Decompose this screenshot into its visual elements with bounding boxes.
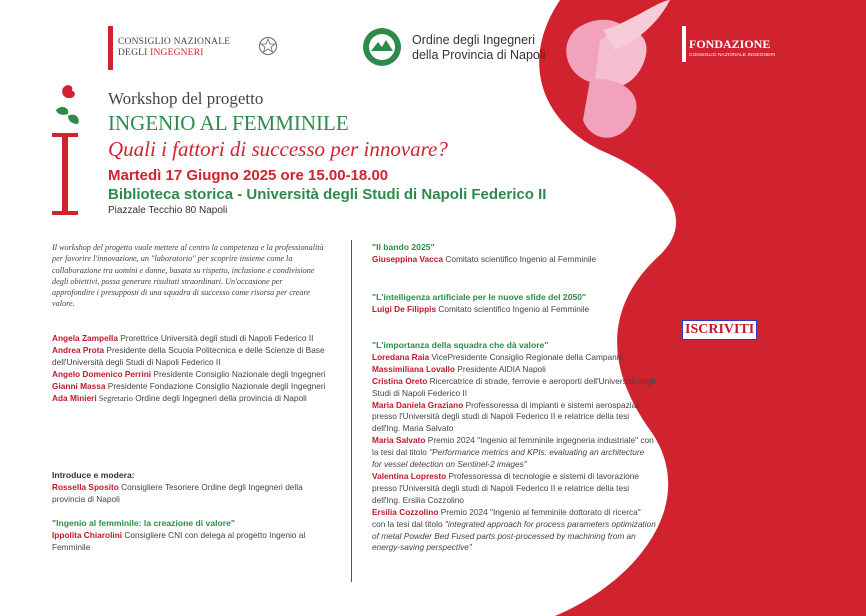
greetings-list xyxy=(52,333,334,404)
moderator-block xyxy=(52,470,334,506)
brand-i-mark xyxy=(52,133,78,215)
speaker-entry xyxy=(52,393,334,405)
fondazione-subtitle: CONSIGLIO NAZIONALE INGEGNERI xyxy=(689,53,776,58)
session-heading: "Ingenio al femminile: la creazione di valore" xyxy=(52,518,235,528)
session-4 xyxy=(372,340,656,554)
speaker-name: Maria Daniela Graziano xyxy=(372,399,464,410)
speaker-entry xyxy=(372,376,656,400)
speaker-role: Premio 2024 "Ingenio al femminile ingegneria industriale" con la tesi dal titolo xyxy=(372,435,654,458)
workshop-label: Workshop del progetto xyxy=(108,89,264,108)
speaker-name: Valentina Lopresto xyxy=(372,470,447,481)
speaker-name: Maria Salvato xyxy=(372,435,426,446)
speaker-entry xyxy=(372,352,656,364)
speaker-name: Angelo Domenico Perrini xyxy=(52,368,152,379)
speaker-entry xyxy=(52,530,334,554)
cni-logo-bar xyxy=(108,26,113,70)
speaker-entry xyxy=(52,345,334,369)
speaker-entry xyxy=(372,471,656,507)
speaker-role: Premio 2024 "Ingenio al femminile dottorato di ricerca" con la tesi dal titolo xyxy=(372,506,641,529)
speaker-entry xyxy=(372,254,656,266)
speaker-role: Professoressa di impianti e sistemi aerospaziali presso l'Università degli studi di Napoli Federico II e relatrice della tesi dell'Ing. Maria Salvato xyxy=(372,399,640,434)
moderator-heading: Introduce e modera: xyxy=(52,470,135,480)
speaker-name: Rossella Sposito xyxy=(52,481,119,492)
speaker-role: VicePresidente Consiglio Regionale della Campania xyxy=(429,351,624,362)
speaker-entry xyxy=(52,333,334,345)
ordine-name-line1: Ordine degli Ingegneri xyxy=(412,33,535,47)
speaker-name: Ippolita Chiarolini xyxy=(52,529,123,540)
fondazione-logo-bar xyxy=(682,26,686,62)
speaker-role: Consigliere Tesoriere Ordine degli Ingegneri della provincia di Napoli xyxy=(52,481,303,504)
thesis-title: "integrated approach for process parameters optimization of metal Powder Bed Fused parts post-processed by machining from an energy-saving perspective" xyxy=(372,518,656,553)
session-3 xyxy=(372,292,656,316)
intro-paragraph: Il workshop del progetto vuole mettere al centro la competenza e la professionalità per favorire l'innovazione, un "laboratorio" per scoprire insieme come la collaborazione tra uomini e donne, basata su rispetto, inclusione e condivisione degli obiettivi, possa generare risultati straordinari. Un'occasione per approfondire i presupposti di una squadra di successo come risorsa per creare valore. xyxy=(52,243,324,309)
speaker-entry xyxy=(372,400,656,436)
speaker-name: Massimiliana Lovallo xyxy=(372,363,455,374)
speaker-role-title: Segretario xyxy=(96,393,133,403)
speaker-name: Gianni Massa xyxy=(52,380,106,391)
speaker-entry xyxy=(52,482,334,506)
italian-emblem-icon xyxy=(258,36,278,56)
speaker-role: Comitato scientifico Ingenio al Femminile xyxy=(443,253,597,264)
speaker-name: Andrea Prota xyxy=(52,344,105,355)
speaker-name: Ada Minieri xyxy=(52,392,97,403)
speaker-name: Giuseppina Vacca xyxy=(372,253,444,264)
session-2 xyxy=(372,242,656,266)
speaker-role: Prorettrice Università degli studi di Napoli Federico II xyxy=(117,333,314,343)
project-title: INGENIO AL FEMMINILE xyxy=(108,111,349,135)
speaker-entry xyxy=(52,381,334,393)
session-1 xyxy=(52,518,334,554)
cni-line2-highlight: INGEGNERI xyxy=(150,48,204,58)
event-address: Piazzale Tecchio 80 Napoli xyxy=(108,205,228,216)
speaker-name: Luigi De Filippis xyxy=(372,303,437,314)
ordine-name-line2: della Provincia di Napoli xyxy=(412,48,546,62)
thesis-title: "Performance metrics and KPIs: evaluating an architecture for vessel detection on Sentinel-2 images" xyxy=(372,447,645,470)
speaker-role: Presidente Consiglio Nazionale degli Ingegneri xyxy=(151,368,326,379)
session-heading: "Il bando 2025" xyxy=(372,242,435,252)
speaker-entry xyxy=(52,369,334,381)
speaker-role: Professoressa di tecnologie e sistemi di lavorazione presso l'Università degli studi di Napoli Federico II e relatrice della tesi dell'Ing. Ersilia Cozzolino xyxy=(372,470,640,505)
speaker-entry xyxy=(372,364,656,376)
event-date: Martedì 17 Giugno 2025 ore 15.00-18.00 xyxy=(108,167,389,184)
speaker-role: Consigliere CNI con delega al progetto Ingenio al Femminile xyxy=(52,529,306,552)
column-divider xyxy=(351,240,352,582)
fondazione-title: FONDAZIONE xyxy=(689,37,771,51)
session-heading: "L'importanza della squadra che dà valore" xyxy=(372,340,549,350)
speaker-entry xyxy=(372,435,656,471)
speaker-name: Cristina Oreto xyxy=(372,375,428,386)
flower-icon xyxy=(54,84,84,132)
event-venue: Biblioteca storica - Università degli Studi di Napoli Federico II xyxy=(108,186,547,203)
speaker-role: Ordine degli Ingegneri della provincia di Napoli xyxy=(132,392,307,403)
register-button[interactable]: ISCRIVITI xyxy=(682,320,757,340)
speaker-name: Ersilia Cozzolino xyxy=(372,506,439,517)
cni-line2-prefix: DEGLI xyxy=(118,48,151,58)
ordine-ingegneri-badge-icon xyxy=(362,27,402,67)
speaker-entry xyxy=(372,507,656,555)
speaker-name: Angela Zampella xyxy=(52,333,118,343)
speaker-role: Presidente AIDIA Napoli xyxy=(455,363,546,374)
event-question: Quali i fattori di successo per innovare? xyxy=(108,137,448,161)
speaker-role: Ricercatrice di strade, ferrovie e aeroporti dell'Università degli Studi di Napoli Federico II xyxy=(372,375,656,398)
speaker-role: Comitato scientifico Ingenio al Femminile xyxy=(436,303,590,314)
speaker-role: Presidente Fondazione Consiglio Nazionale degli Ingegneri xyxy=(105,380,326,391)
cni-name-line2 xyxy=(118,48,204,58)
speaker-role: Presidente della Scuola Politecnica e delle Scienze di Base dell'Università degli Studi di Napoli Federico II xyxy=(52,344,325,367)
cni-name-line1: CONSIGLIO NAZIONALE xyxy=(118,37,231,47)
session-heading: "L'intelligenza artificiale per le nuove sfide del 2050" xyxy=(372,292,587,302)
speaker-entry xyxy=(372,304,656,316)
speaker-name: Loredana Raia xyxy=(372,351,430,362)
